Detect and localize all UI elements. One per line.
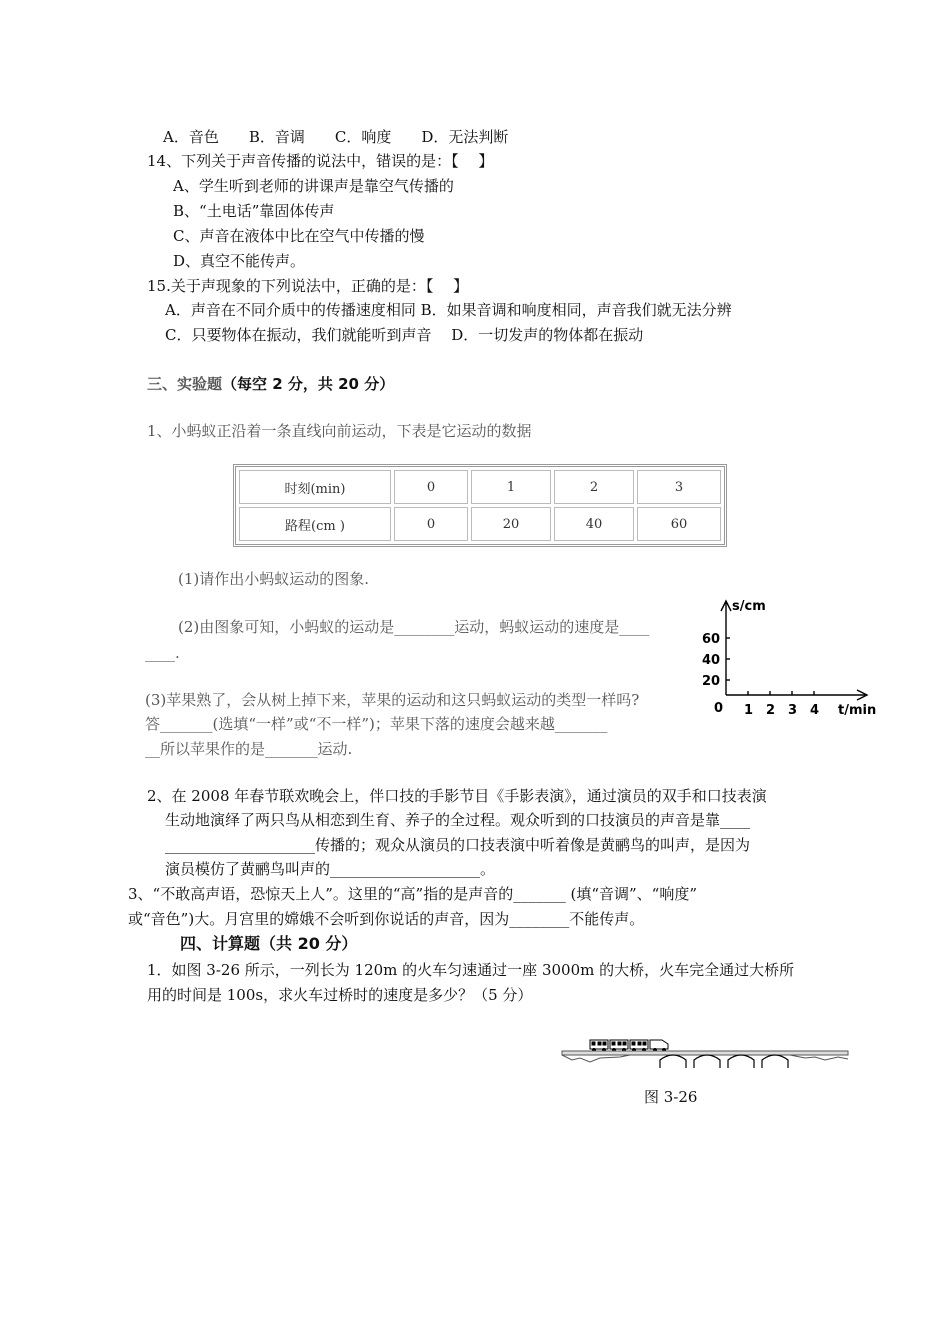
x-tick-label: 1 <box>744 703 754 718</box>
q13-options: A．音色 B．音调 C．响度 D．无法判断 <box>163 128 509 146</box>
table-cell: 60 <box>637 507 721 541</box>
exp1-part2-line2: ____. <box>145 644 180 662</box>
q15-options-ab: A．声音在不同介质中的传播速度相同 B．如果音调和响度相同，声音我们就无法分辨 <box>165 301 732 319</box>
table-cell: 1 <box>471 470 551 504</box>
exp2-line3: ____________________传播的；观众从演员的口技表演中听着像是黄鹂鸟的叫声，是因为 <box>165 836 751 854</box>
q14-option-c: C、声音在液体中比在空气中传播的慢 <box>173 227 425 245</box>
table-cell: 2 <box>554 470 634 504</box>
exp1-part3-line2: 答_______(选填“一样”或“不一样”)；苹果下落的速度会越来越_______ <box>145 715 608 733</box>
exp1-intro: 1、小蚂蚁正沿着一条直线向前运动，下表是它运动的数据 <box>147 422 532 440</box>
exp1-part1: (1)请作出小蚂蚁运动的图象. <box>178 570 370 588</box>
exp1-part3-line1: (3)苹果熟了，会从树上掉下来，苹果的运动和这只蚂蚁运动的类型一样吗? <box>145 691 640 709</box>
table-cell: 路程(cm ) <box>239 507 391 541</box>
x-axis-label: t/min <box>838 703 877 718</box>
table-row <box>239 470 721 504</box>
x-tick-label: 4 <box>810 703 820 718</box>
q14-option-a: A、学生听到老师的讲课声是靠空气传播的 <box>173 177 454 195</box>
table-cell: 时刻(min) <box>239 470 391 504</box>
table-cell: 20 <box>471 507 551 541</box>
bridge-arches <box>660 1055 788 1068</box>
calc1-line1: 1．如图 3-26 所示，一列长为 120m 的火车匀速通过一座 3000m 的大桥，火车完全通过大桥所 <box>147 961 795 979</box>
section3-title-main: 三、实验题 <box>147 375 223 393</box>
train-icon <box>590 1040 668 1052</box>
calc1-line2: 用的时间是 100s，求火车过桥时的速度是多少？（5 分） <box>147 986 533 1004</box>
ant-data-table <box>233 464 727 547</box>
figure-caption: 图 3-26 <box>644 1088 698 1106</box>
q14-option-b: B、“土电话”靠固体传声 <box>173 202 335 220</box>
exp3-line2: 或“音色”)大。月宫里的嫦娥不会听到你说话的声音，因为________不能传声。 <box>128 910 645 928</box>
table-row <box>239 507 721 541</box>
section3-title <box>147 374 394 394</box>
y-axis-label: s/cm <box>732 599 766 614</box>
exp2-line4: 演员模仿了黄鹂鸟叫声的____________________。 <box>165 860 496 878</box>
y-tick-label: 20 <box>702 674 721 689</box>
q14-stem: 14、下列关于声音传播的说法中，错误的是：【 】 <box>147 152 494 170</box>
y-tick-label: 60 <box>702 632 721 647</box>
table-cell: 0 <box>394 507 468 541</box>
exp1-part2-line1: (2)由图象可知，小蚂蚁的运动是________运动，蚂蚁运动的速度是____ <box>178 618 650 636</box>
q15-stem: 15.关于声现象的下列说法中，正确的是：【 】 <box>147 277 469 295</box>
origin-label: 0 <box>714 701 724 716</box>
exp2-line2: 生动地演绎了两只鸟从相恋到生育、养子的全过程。观众听到的口技演员的声音是靠____ <box>165 811 751 829</box>
q15-options-cd: C．只要物体在振动，我们就能听到声音 D．一切发声的物体都在振动 <box>165 326 644 344</box>
exp2-line1: 2、在 2008 年春节联欢晚会上，伴口技的手影节目《手影表演》，通过演员的双手和口技表演 <box>147 787 767 805</box>
train-bridge-figure <box>560 1038 850 1072</box>
bridge-deck <box>562 1051 848 1062</box>
table-cell: 40 <box>554 507 634 541</box>
table-cell: 3 <box>637 470 721 504</box>
st-graph <box>700 595 885 724</box>
y-tick-label: 40 <box>702 653 721 668</box>
exp1-part3-line3: __所以苹果作的是_______运动. <box>145 740 353 758</box>
section4-title: 四、计算题（共 20 分） <box>180 934 358 953</box>
exp3-line1: 3、“不敢高声语，恐惊天上人”。这里的“高”指的是声音的_______ (填“音调”、“响度” <box>128 885 698 903</box>
table-cell: 0 <box>394 470 468 504</box>
section3-title-score: （每空 2 分，共 20 分） <box>222 375 395 393</box>
q14-option-d: D、真空不能传声。 <box>173 252 306 270</box>
x-tick-label: 3 <box>788 703 798 718</box>
x-tick-label: 2 <box>766 703 776 718</box>
